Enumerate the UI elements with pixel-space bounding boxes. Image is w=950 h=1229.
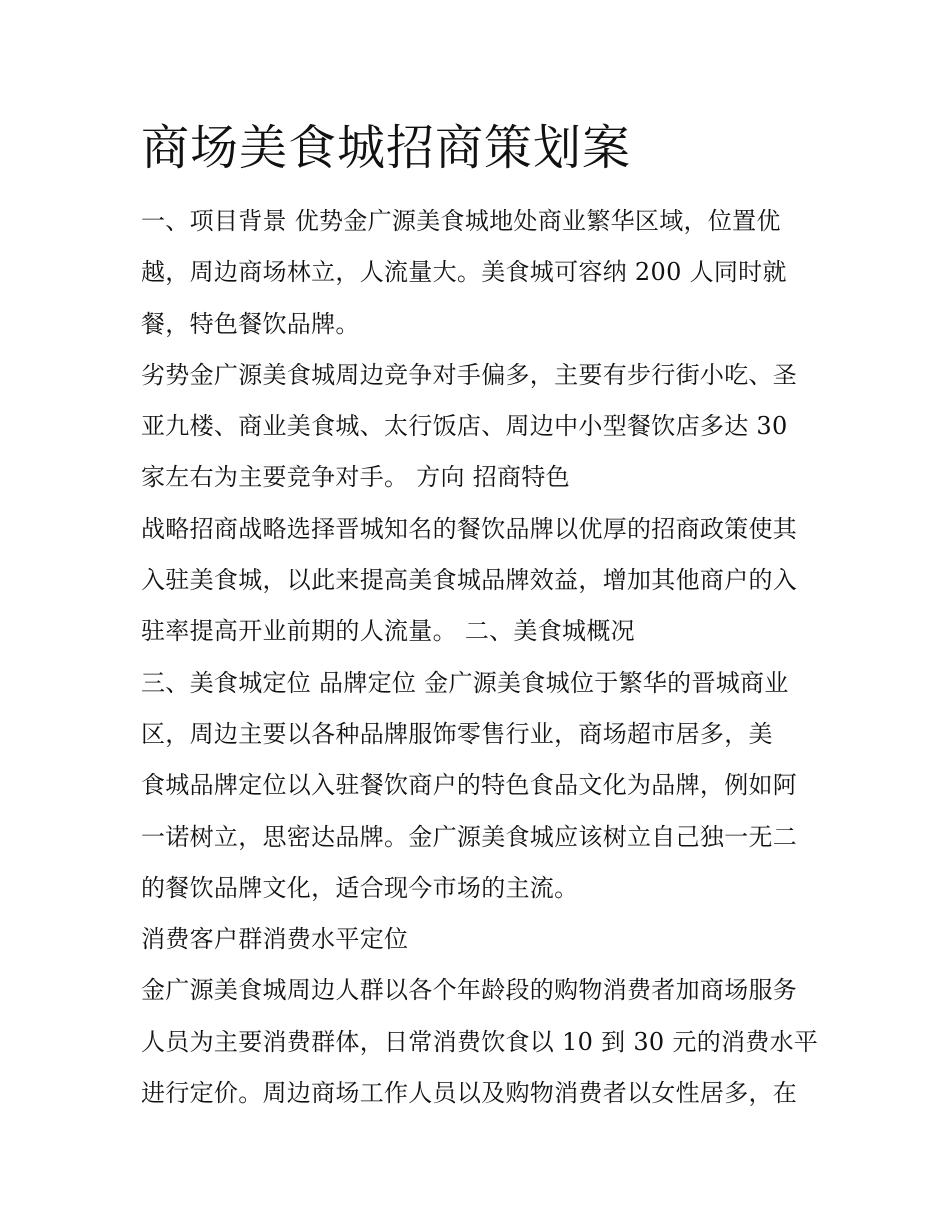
text-line: 进行定价。周边商场工作人员以及购物消费者以女性居多，在 <box>141 1079 798 1108</box>
text-line: 越，周边商场林立，人流量大。美食城可容纳 200 人同时就 <box>141 258 787 287</box>
text-line: 亚九楼、商业美食城、太行饭店、周边中小型餐饮店多达 30 <box>141 412 788 441</box>
text-line: 消费客户群消费水平定位 <box>141 925 409 954</box>
text-line: 人员为主要消费群体，日常消费饮食以 10 到 30 元的消费水平 <box>141 1027 819 1056</box>
text-line: 入驻美食城，以此来提高美食城品牌效益，增加其他商户的入 <box>141 566 798 595</box>
text-line: 劣势金广源美食城周边竞争对手偏多，主要有步行街小吃、圣 <box>141 360 798 389</box>
text-line: 一、项目背景 优势金广源美食城地处商业繁华区域，位置优 <box>141 207 781 235</box>
text-line: 驻率提高开业前期的人流量。 二、美食城概况 <box>141 617 635 646</box>
document-body <box>141 196 831 1119</box>
document-title: 商场美食城招商策划案 <box>141 120 632 176</box>
text-line: 区，周边主要以各种品牌服饰零售行业，商场超市居多，美 <box>141 719 773 748</box>
text-line: 的餐饮品牌文化，适合现今市场的主流。 <box>141 873 579 902</box>
text-line: 家左右为主要竞争对手。 方向 招商特色 <box>141 463 570 492</box>
text-line: 一诺树立，思密达品牌。金广源美食城应该树立自己独一无二 <box>141 822 798 851</box>
text-line: 三、美食城定位 品牌定位 金广源美食城位于繁华的晋城商业 <box>141 668 789 697</box>
text-line: 战略招商战略选择晋城知名的餐饮品牌以优厚的招商政策使其 <box>141 514 798 543</box>
text-line: 食城品牌定位以入驻餐饮商户的特色食品文化为品牌，例如阿 <box>141 771 798 800</box>
text-line: 餐，特色餐饮品牌。 <box>141 309 360 338</box>
text-line: 金广源美食城周边人群以各个年龄段的购物消费者加商场服务 <box>141 976 798 1005</box>
